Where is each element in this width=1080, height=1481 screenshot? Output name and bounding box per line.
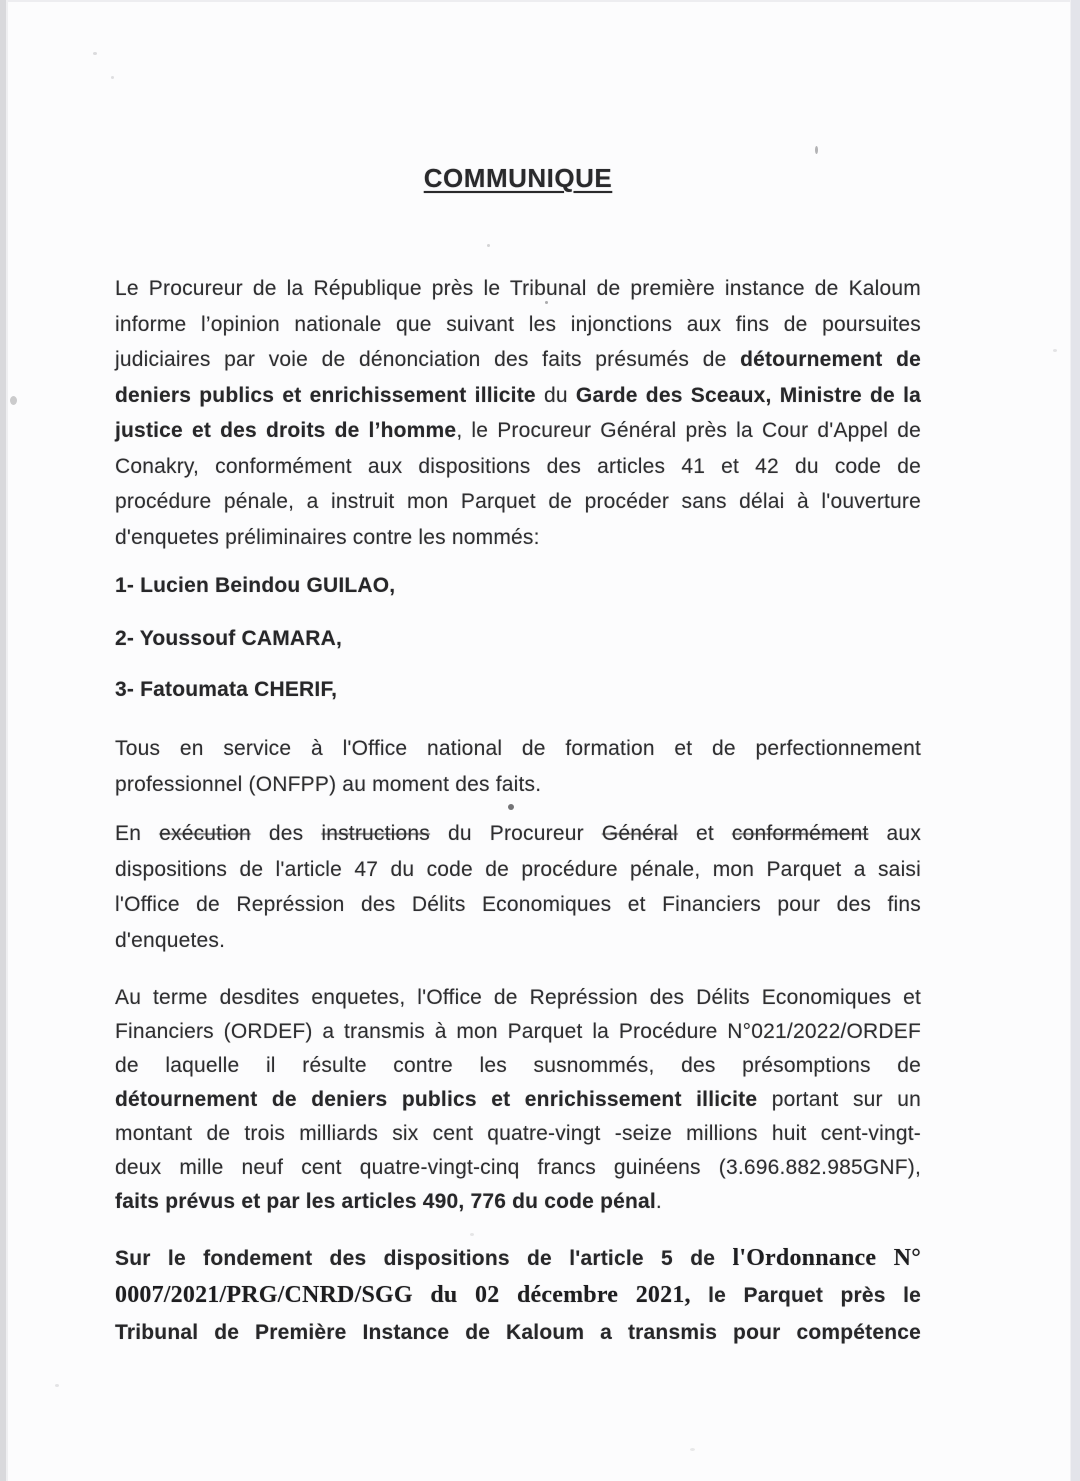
text-line	[115, 449, 921, 485]
document-title: COMMUNIQUE	[423, 163, 613, 193]
text-segment: Tous en service à l'Office national de formation et de perfectionnement	[115, 737, 921, 760]
text-line	[115, 767, 921, 803]
list-item	[115, 672, 921, 708]
text-segment: d'enquetes.	[115, 928, 226, 952]
text-line	[115, 307, 921, 343]
photo-edge-right	[1070, 0, 1080, 1481]
scan-speck	[470, 1233, 474, 1236]
text-segment: de laquelle il résulte contre les susnommés, des présomptions de	[115, 1054, 921, 1077]
photo-edge-top	[0, 0, 1080, 2]
paragraph	[115, 1240, 921, 1351]
text-segment: des	[250, 822, 322, 845]
text-segment: faits prévus et par les articles 490, 776 du code pénal	[115, 1190, 656, 1213]
scan-speck	[690, 1448, 695, 1451]
text-line	[115, 1083, 921, 1117]
text-line	[115, 981, 921, 1015]
text-line	[115, 1151, 921, 1185]
text-segment: , le Procureur Général près la Cour d'Appel de	[456, 419, 921, 442]
text-segment: Garde des Sceaux, Ministre de la	[575, 383, 922, 407]
text-segment: informe l’opinion nationale que suivant les injonctions aux fins de poursuites	[115, 312, 921, 336]
text-line	[115, 378, 921, 414]
text-segment: 3- Fatoumata CHERIF,	[115, 678, 338, 701]
scan-speck	[545, 301, 548, 304]
paragraph	[115, 816, 921, 958]
text-line	[115, 672, 921, 708]
paragraph	[115, 271, 921, 555]
text-line	[115, 1314, 921, 1351]
text-line	[115, 1240, 921, 1277]
text-segment: judiciaires par voie de dénonciation des faits présumés de	[115, 348, 741, 371]
scan-speck	[93, 52, 97, 55]
paragraph	[115, 981, 921, 1219]
text-line	[115, 484, 921, 520]
text-segment: 1- Lucien Beindou GUILAO,	[115, 574, 396, 597]
text-segment: le Parquet près le	[690, 1284, 921, 1307]
list-item	[115, 568, 921, 604]
list-item	[115, 621, 921, 657]
text-segment: montant de trois milliards six cent quatre-vingt -seize millions huit cent-vingt-	[115, 1122, 921, 1145]
text-line	[115, 271, 921, 307]
text-segment: Sur le fondement des dispositions de l'article 5 de	[115, 1247, 733, 1270]
text-line	[115, 923, 921, 959]
text-line	[115, 520, 921, 556]
text-line	[115, 852, 921, 888]
text-segment: justice et des droits de l’homme	[115, 419, 457, 442]
text-line	[115, 342, 921, 378]
text-line	[115, 568, 921, 604]
document-title-row	[115, 163, 921, 194]
text-segment: Général	[601, 822, 678, 845]
text-line	[115, 621, 921, 657]
text-line	[115, 1049, 921, 1083]
scan-speck	[55, 1384, 59, 1387]
text-segment: du Procureur	[429, 822, 602, 845]
photo-edge-left	[0, 0, 8, 1481]
text-segment: l'Office de Représsion des Délits Economiques et Financiers pour des fins	[115, 893, 921, 916]
text-segment: .	[655, 1190, 662, 1213]
text-line	[115, 1185, 921, 1219]
text-segment: détournement de	[740, 348, 921, 371]
text-segment: Au terme desdites enquetes, l'Office de Représsion des Délits Economiques et	[115, 986, 921, 1009]
text-segment: 0007/2021/PRG/CNRD/SGG du 02 décembre 2021,	[115, 1282, 691, 1308]
text-segment: et	[677, 822, 732, 845]
text-segment: Financiers (ORDEF) a transmis à mon Parquet la Procédure N°021/2022/ORDEF	[115, 1020, 921, 1043]
text-segment: deniers publics et enrichissement illicite	[115, 383, 536, 407]
scan-speck	[1053, 349, 1057, 352]
text-line	[115, 413, 921, 449]
text-segment: 2- Youssouf CAMARA,	[115, 627, 343, 650]
text-segment: du	[535, 383, 576, 407]
text-segment: conformément	[731, 822, 869, 845]
scan-speck	[815, 146, 818, 154]
text-segment: Conakry, conformément aux dispositions des articles 41 et 42 du code de	[115, 454, 921, 478]
text-segment: détournement de deniers publics et enrichissement illicite	[115, 1088, 758, 1111]
text-line	[115, 1117, 921, 1151]
text-segment: d'enquetes préliminaires contre les nommés:	[115, 525, 540, 549]
text-segment: Tribunal de Première Instance de Kaloum a transmis pour compétence	[115, 1321, 921, 1344]
text-line	[115, 1015, 921, 1049]
text-segment: Le Procureur de la République près le Tribunal de première instance de Kaloum	[115, 277, 921, 300]
text-line	[115, 816, 921, 852]
text-line	[115, 1277, 921, 1314]
text-line	[115, 731, 921, 767]
text-segment: procédure pénale, a instruit mon Parquet de procéder sans délai à l'ouverture	[115, 490, 921, 513]
text-segment: portant sur un	[757, 1088, 921, 1111]
scan-speck	[508, 804, 514, 810]
text-segment: aux	[868, 822, 922, 845]
text-segment: deux mille neuf cent quatre-vingt-cinq francs guinéens (3.696.882.985GNF),	[115, 1156, 921, 1179]
text-segment: exécution	[159, 822, 251, 845]
text-segment: instructions	[321, 822, 430, 845]
text-line	[115, 887, 921, 923]
scan-speck	[10, 396, 17, 405]
text-segment: l'Ordonnance N°	[732, 1245, 922, 1271]
paragraph	[115, 731, 921, 802]
text-segment: professionnel (ONFPP) au moment des faits.	[115, 772, 542, 796]
scan-speck	[487, 244, 490, 247]
text-segment: En	[115, 822, 160, 845]
text-segment: dispositions de l'article 47 du code de procédure pénale, mon Parquet a saisi	[115, 857, 921, 881]
scan-speck	[111, 76, 114, 79]
